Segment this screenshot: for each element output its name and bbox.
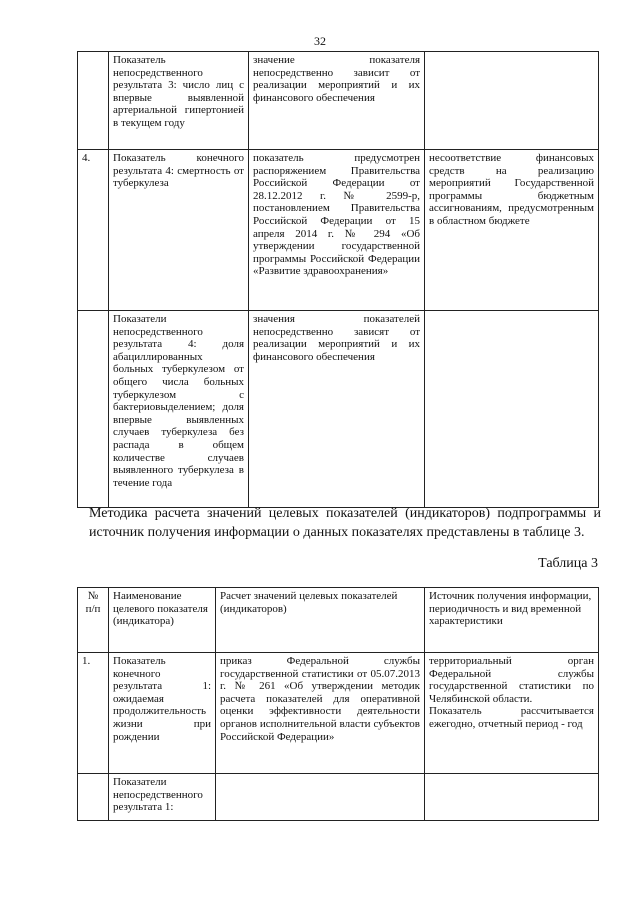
source-cell	[425, 653, 599, 774]
name-cell: Показатели непосредственного результата 1:	[109, 774, 216, 821]
indicator-cell: Показатель непосредственного результата 3: число лиц с впервые выявленной артериальной гипертонией в текущем году	[109, 52, 249, 150]
risk-cell	[425, 311, 599, 508]
table-3-label: Таблица 3	[538, 556, 598, 571]
calc-cell: приказ Федеральной службы государственной статистики от 05.07.2013 г. № 261 «Об утверждении методик расчета показателей для оперативной оценки эффективности деятельности органов исполнительной власти субъектов Российской Федерации»	[216, 653, 425, 774]
header-num: № п/п	[78, 588, 109, 653]
row-number	[78, 311, 109, 508]
risk-cell: несоответствие финансовых средств на реализацию мероприятий Государственной программы бюджетным ассигнованиям, предусмотренным в областном бюджете	[425, 150, 599, 311]
table-row	[78, 774, 599, 821]
header-source: Источник получения информации, периодичность и вид временной характеристики	[425, 588, 599, 653]
indicator-calculation-table	[77, 587, 599, 821]
source-periodicity: Показатель рассчитывается ежегодно, отчетный период - год	[429, 705, 594, 730]
indicator-cell: Показатели непосредственного результата 4: доля абациллированных больных туберкулезом от общего числа больных туберкулезом с бактериовыделением; доля впервые выявленных случаев туберкулеза без распада в общем количестве случаев выявленного туберкулеза в течение года	[109, 311, 249, 508]
source-agency: территориальный орган Федеральной службы государственной статистики по Челябинской области.	[429, 655, 594, 705]
table-row	[78, 150, 599, 311]
dependence-cell: показатель предусмотрен распоряжением Правительства Российской Федерации от 28.12.2012 г. № 2599-р, постановлением Правительства Российской Федерации от 15 апреля 2014 г. № 294 «Об утверждении государственной программы Российской Федерации «Развитие здравоохранения»	[249, 150, 425, 311]
page-number: 32	[314, 34, 326, 48]
risk-cell	[425, 52, 599, 150]
name-cell: Показатель конечного результата 1: ожидаемая продолжительность жизни при рождении	[109, 653, 216, 774]
row-number	[78, 774, 109, 821]
row-number: 4.	[78, 150, 109, 311]
table-row	[78, 52, 599, 150]
indicators-risk-table	[77, 51, 599, 508]
table-header-row	[78, 588, 599, 653]
source-cell	[425, 774, 599, 821]
header-calc: Расчет значений целевых показателей (индикаторов)	[216, 588, 425, 653]
indicator-cell: Показатель конечного результата 4: смертность от туберкулеза	[109, 150, 249, 311]
row-number	[78, 52, 109, 150]
table-row	[78, 311, 599, 508]
methodology-paragraph: Методика расчета значений целевых показателей (индикаторов) подпрограммы и источник получения информации о данных показателях представлены в таблице 3.	[89, 506, 601, 540]
row-number: 1.	[78, 653, 109, 774]
dependence-cell: значения показателей непосредственно зависят от реализации мероприятий и их финансового обеспечения	[249, 311, 425, 508]
dependence-cell: значение показателя непосредственно зависит от реализации мероприятий и их финансового обеспечения	[249, 52, 425, 150]
header-name: Наименование целевого показателя (индикатора)	[109, 588, 216, 653]
calc-cell	[216, 774, 425, 821]
table-row	[78, 653, 599, 774]
